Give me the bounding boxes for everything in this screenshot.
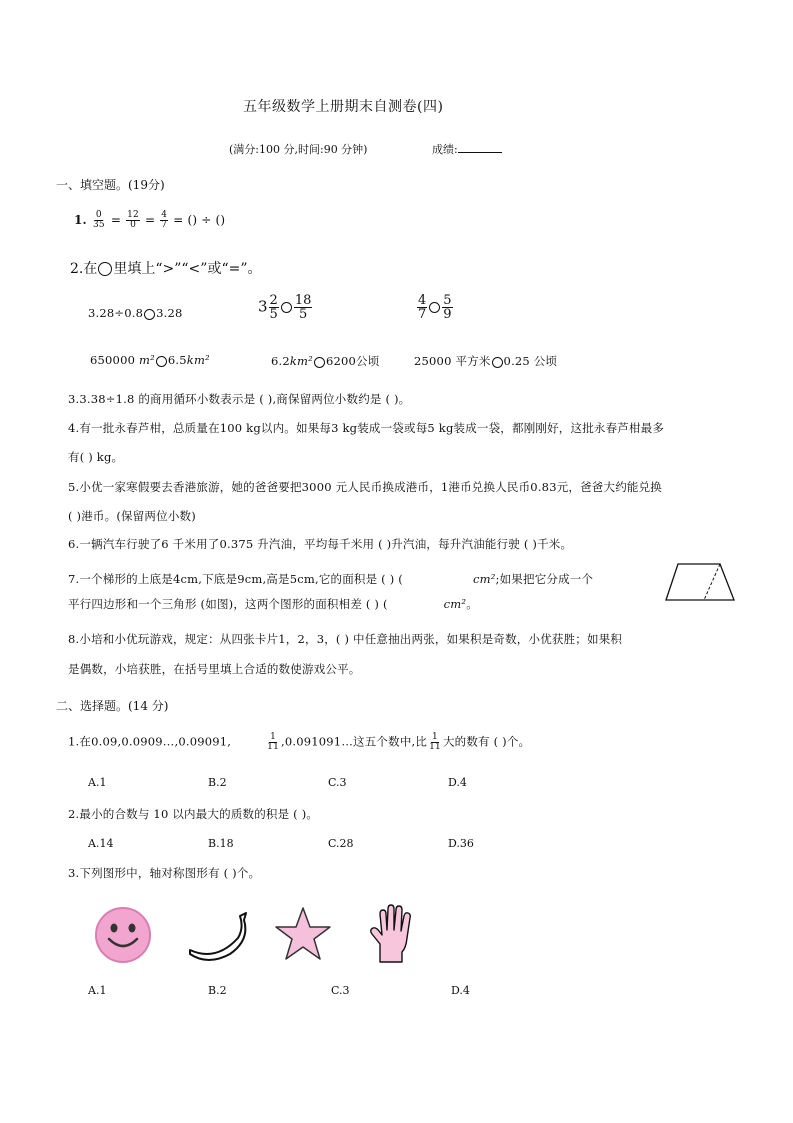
fraction: $\frac{0}{35}$ xyxy=(92,210,105,230)
option-a: A.1 xyxy=(88,984,107,997)
compare-item-d: 650000 m² 6.5km² xyxy=(90,353,210,367)
compare-item-b: 3 $\frac{2}{5}$ $\frac{18}{5}$ xyxy=(258,293,312,322)
option-c: C.3 xyxy=(328,776,347,789)
choice-question-2: 2.最小的合数与 10 以内最大的质数的积是 ( )。 xyxy=(68,807,319,821)
score-field xyxy=(432,141,502,157)
compare-circle-icon xyxy=(314,357,325,368)
option-c: C.28 xyxy=(328,837,354,850)
trapezoid-figure xyxy=(664,562,736,602)
question-3: 3.3.38÷1.8 的商用循环小数表示是 ( ),商保留两位小数约是 ( )。 xyxy=(68,392,411,406)
compare-item-a: 3.28÷0.8 3.28 xyxy=(88,306,183,320)
banana-icon xyxy=(186,910,250,962)
question-2-prompt: 2.在 里填上“>”“<”或“=”。 xyxy=(70,261,262,277)
fraction: $\frac{4}{7}$ xyxy=(161,210,168,230)
exam-info: (满分:100 分,时间:90 分钟) xyxy=(229,143,368,156)
page-title: 五年级数学上册期末自测卷(四) xyxy=(243,99,444,115)
question-5-line-2: ( )港币。(保留两位小数) xyxy=(68,509,196,523)
compare-item-f: 25000 平方米 0.25 公顷 xyxy=(414,354,558,368)
compare-circle-icon xyxy=(156,356,167,367)
compare-circle-icon xyxy=(144,309,155,320)
choice-question-3: 3.下列图形中，轴对称图形有 ( )个。 xyxy=(68,866,261,880)
compare-circle-icon xyxy=(492,357,503,368)
compare-circle-icon xyxy=(281,302,292,313)
question-number: 1. xyxy=(74,213,87,227)
section-heading-choice: 二、选择题。(14 分) xyxy=(56,699,169,713)
compare-item-e: 6.2km² 6200公顷 xyxy=(271,354,380,368)
option-b: B.18 xyxy=(208,837,234,850)
question-1: 1. $\frac{0}{35}$ = $\frac{12}{0}$ = $\frac{4}{7}$ = () ÷ () xyxy=(74,210,226,230)
option-c: C.3 xyxy=(331,984,350,997)
option-b: B.2 xyxy=(208,984,227,997)
compare-item-c: $\frac{4}{7}$ $\frac{5}{9}$ xyxy=(418,293,452,322)
smiley-face-icon xyxy=(94,906,152,964)
question-8-line-2: 是偶数，小培获胜，在括号里填上合适的数使游戏公平。 xyxy=(68,662,361,676)
question-4-line-1: 4.有一批永春芦柑，总质量在100 kg以内。如果每3 kg装成一袋或每5 kg装成一袋，都刚刚好，这批永春芦柑最多 xyxy=(68,421,665,435)
star-icon xyxy=(274,906,332,962)
compare-circle-icon xyxy=(98,262,112,276)
question-6: 6.一辆汽车行驶了6 千米用了0.375 升汽油，平均每千米用 ( )升汽油，每升汽油能行驶 ( )千米。 xyxy=(68,537,573,551)
score-label: 成绩: xyxy=(432,143,458,156)
question-5-line-1: 5.小优一家寒假要去香港旅游，她的爸爸要把3000 元人民币换成港币，1港币兑换人民币0.83元，爸爸大约能兑换 xyxy=(68,480,663,494)
option-d: D.4 xyxy=(448,776,467,789)
question-1-tail: = () ÷ () xyxy=(173,213,226,227)
option-a: A.1 xyxy=(88,776,107,789)
option-d: D.36 xyxy=(448,837,474,850)
choice-question-1: 1.在0.09,0.0909…,0.09091, $\frac{1}{11}$ ,0.091091…这五个数中,比 $\frac{1}{11}$ 大的数有 ( )个。 xyxy=(68,732,531,752)
question-7-line-1: 7.一个梯形的上底是4cm,下底是9cm,高是5cm,它的面积是 ( ) ( cm²;如果把它分成一个 xyxy=(68,572,594,586)
option-d: D.4 xyxy=(451,984,470,997)
fraction: $\frac{12}{0}$ xyxy=(127,210,139,230)
glove-icon xyxy=(366,904,420,964)
score-blank xyxy=(458,142,502,153)
question-7-line-2: 平行四边形和一个三角形 (如图)，这两个图形的面积相差 ( ) ( cm²。 xyxy=(68,597,478,611)
option-a: A.14 xyxy=(88,837,114,850)
option-b: B.2 xyxy=(208,776,227,789)
question-4-line-2: 有( ) kg。 xyxy=(68,450,124,464)
question-8-line-1: 8.小培和小优玩游戏，规定：从四张卡片1，2，3，( ) 中任意抽出两张，如果积是奇数，小优获胜；如果积 xyxy=(68,632,623,646)
section-heading-fill-in: 一、填空题。(19分) xyxy=(56,178,165,192)
compare-circle-icon xyxy=(429,302,440,313)
